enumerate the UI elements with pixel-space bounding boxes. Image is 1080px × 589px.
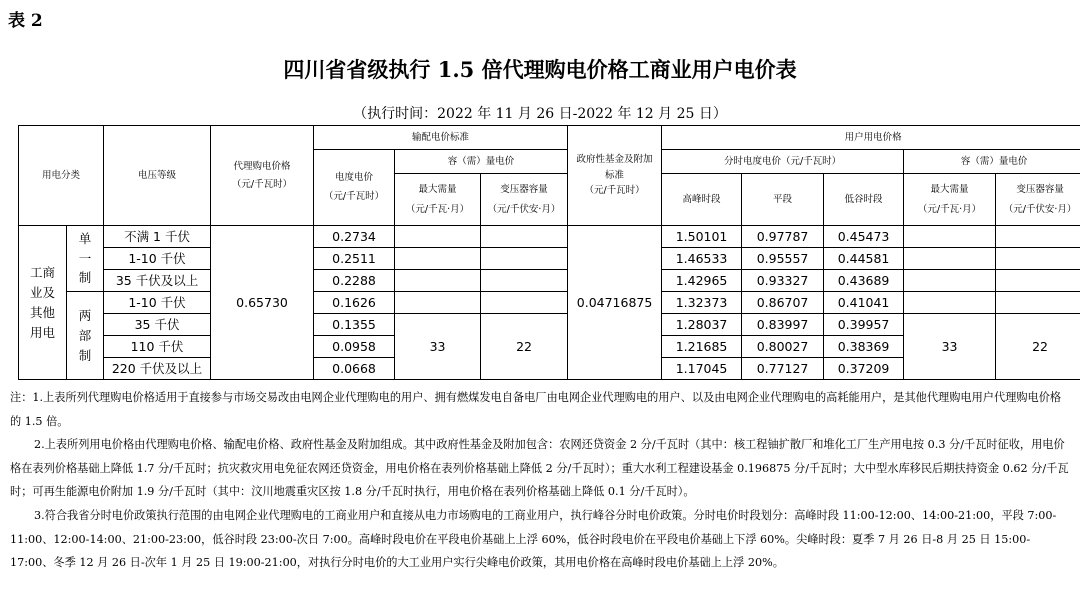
header-user-max-demand-line2: （元/千瓦·月） bbox=[917, 203, 982, 215]
header-peak: 高峰时段 bbox=[662, 174, 742, 226]
agent-price-cell: 0.65730 bbox=[211, 226, 314, 380]
category-label: 工商业及其他用电 bbox=[29, 264, 55, 340]
transformer-cell: 22 bbox=[481, 314, 568, 380]
peak-cell: 1.32373 bbox=[662, 292, 742, 314]
header-energy-price-line1: 电度电价 bbox=[335, 172, 374, 184]
empty-cell bbox=[395, 226, 481, 248]
table-row bbox=[19, 292, 1080, 314]
empty-cell bbox=[481, 270, 568, 292]
valley-cell: 0.43689 bbox=[824, 270, 904, 292]
flat-cell: 0.97787 bbox=[742, 226, 824, 248]
header-transformer-line2: （元/千伏安·月） bbox=[487, 203, 561, 215]
table-row bbox=[19, 248, 1080, 270]
empty-cell bbox=[996, 248, 1080, 270]
single-system-label: 单一制 bbox=[78, 231, 92, 286]
flat-cell: 0.83997 bbox=[742, 314, 824, 336]
header-max-demand bbox=[395, 174, 481, 226]
header-user-transformer bbox=[996, 174, 1080, 226]
table-label: 表 2 bbox=[8, 11, 43, 31]
voltage-cell: 35 千伏 bbox=[104, 314, 211, 336]
table-row bbox=[19, 270, 1080, 292]
header-user-capacity-group: 容（需）量电价 bbox=[904, 150, 1080, 174]
header-capacity-group: 容（需）量电价 bbox=[395, 150, 568, 174]
header-fund-line3: （元/千瓦时） bbox=[584, 185, 645, 197]
voltage-cell: 不满 1 千伏 bbox=[104, 226, 211, 248]
peak-cell: 1.28037 bbox=[662, 314, 742, 336]
flat-cell: 0.93327 bbox=[742, 270, 824, 292]
energy-cell: 0.2734 bbox=[314, 226, 395, 248]
energy-cell: 0.2288 bbox=[314, 270, 395, 292]
user-max-demand-cell: 33 bbox=[904, 314, 996, 380]
header-valley: 低谷时段 bbox=[824, 174, 904, 226]
empty-cell bbox=[996, 292, 1080, 314]
header-user-price-group: 用户用电价格 bbox=[662, 126, 1080, 150]
voltage-cell: 1-10 千伏 bbox=[104, 248, 211, 270]
voltage-cell: 110 千伏 bbox=[104, 336, 211, 358]
empty-cell bbox=[481, 226, 568, 248]
peak-cell: 1.21685 bbox=[662, 336, 742, 358]
header-fund-line2: 标准 bbox=[605, 169, 625, 181]
header-transformer-line1: 变压器容量 bbox=[500, 183, 548, 195]
two-part-system-label: 两部制 bbox=[78, 307, 92, 363]
empty-cell bbox=[481, 248, 568, 270]
max-demand-cell: 33 bbox=[395, 314, 481, 380]
header-user-transformer-line2: （元/千伏安·月） bbox=[1003, 203, 1077, 215]
header-agent-price-line2: （元/千瓦时） bbox=[231, 178, 293, 190]
valley-cell: 0.39957 bbox=[824, 314, 904, 336]
peak-cell: 1.50101 bbox=[662, 226, 742, 248]
empty-cell bbox=[904, 248, 996, 270]
voltage-cell: 220 千伏及以上 bbox=[104, 358, 211, 380]
valley-cell: 0.45473 bbox=[824, 226, 904, 248]
energy-cell: 0.0668 bbox=[314, 358, 395, 380]
header-energy-price-line2: （元/千瓦时） bbox=[323, 191, 385, 202]
header-user-transformer-line1: 变压器容量 bbox=[1016, 183, 1064, 195]
valley-cell: 0.38369 bbox=[824, 336, 904, 358]
notes bbox=[10, 386, 1070, 575]
header-tou-group: 分时电度电价（元/千瓦时） bbox=[662, 150, 904, 174]
table-row bbox=[19, 226, 1080, 248]
flat-cell: 0.86707 bbox=[742, 292, 824, 314]
price-table bbox=[18, 125, 1080, 380]
flat-cell: 0.80027 bbox=[742, 336, 824, 358]
header-agent-price-line1: 代理购电价格 bbox=[233, 160, 291, 172]
header-fund bbox=[568, 126, 662, 226]
note-3: 3.符合我省分时电价政策执行范围的由电网企业代理购电的工商业用户和直接从电力市场购电的工商业用户，执行峰谷分时电价政策。分时电价时段划分：高峰时段 11:00-12:00、14:00-21:00，平段 7:00-11:00、12:00-14:00、21:00-23:00，低谷时段 23:00-次日 7:00。高峰时段电价在平段电价基础上上浮 60%，低谷时段电价在平段电价基础上下浮 60%。尖峰时段：夏季 7 月 26 日-8 月 25 日 15:00-17:00、冬季 12 月 26 日-次年 1 月 25 日 19:00-21:00，对执行分时电价的大工业用户实行尖峰电价政策，其用电价格在高峰时段电价基础上上浮 20%。 bbox=[10, 508, 1057, 570]
header-max-demand-line2: （元/千瓦·月） bbox=[405, 203, 470, 215]
energy-cell: 0.2511 bbox=[314, 248, 395, 270]
single-system-cell bbox=[67, 226, 104, 292]
flat-cell: 0.95557 bbox=[742, 248, 824, 270]
empty-cell bbox=[395, 248, 481, 270]
header-fund-line1: 政府性基金及附加 bbox=[576, 153, 653, 165]
valley-cell: 0.44581 bbox=[824, 248, 904, 270]
empty-cell bbox=[904, 226, 996, 248]
header-voltage: 电压等级 bbox=[104, 126, 211, 226]
peak-cell: 1.46533 bbox=[662, 248, 742, 270]
energy-cell: 0.1355 bbox=[314, 314, 395, 336]
energy-cell: 0.1626 bbox=[314, 292, 395, 314]
document-title: 四川省省级执行 1.5 倍代理购电价格工商业用户电价表 bbox=[283, 57, 797, 82]
empty-cell bbox=[904, 270, 996, 292]
fund-cell: 0.04716875 bbox=[568, 226, 662, 380]
voltage-cell: 35 千伏及以上 bbox=[104, 270, 211, 292]
voltage-cell: 1-10 千伏 bbox=[104, 292, 211, 314]
flat-cell: 0.77127 bbox=[742, 358, 824, 380]
header-max-demand-line1: 最大需量 bbox=[418, 183, 457, 195]
user-transformer-cell: 22 bbox=[996, 314, 1080, 380]
note-1: 注：1.上表所列代理购电价格适用于直接参与市场交易改由电网企业代理购电的用户、拥有燃煤发电自备电厂由电网企业代理购电的用户、以及由电网企业代理购电的高耗能用户，是其他代理购电用户代理购电价格的 1.5 倍。 bbox=[10, 391, 1062, 428]
header-agent-price bbox=[211, 126, 314, 226]
two-part-system-cell bbox=[67, 292, 104, 380]
header-transformer bbox=[481, 174, 568, 226]
empty-cell bbox=[996, 270, 1080, 292]
empty-cell bbox=[395, 292, 481, 314]
empty-cell bbox=[996, 226, 1080, 248]
header-transmission-group: 输配电价标准 bbox=[314, 126, 568, 150]
valley-cell: 0.41041 bbox=[824, 292, 904, 314]
peak-cell: 1.17045 bbox=[662, 358, 742, 380]
document-subtitle: （执行时间：2022 年 11 月 26 日-2022 年 12 月 25 日） bbox=[353, 106, 727, 122]
peak-cell: 1.42965 bbox=[662, 270, 742, 292]
header-flat: 平段 bbox=[742, 174, 824, 226]
header-user-max-demand bbox=[904, 174, 996, 226]
table-row bbox=[19, 314, 1080, 336]
header-user-max-demand-line1: 最大需量 bbox=[930, 183, 969, 195]
empty-cell bbox=[904, 292, 996, 314]
empty-cell bbox=[481, 292, 568, 314]
category-cell bbox=[19, 226, 67, 380]
note-2: 2.上表所列用电价格由代理购电价格、输配电价格、政府性基金及附加组成。其中政府性基金及附加包含：农网还贷资金 2 分/千瓦时（其中：核工程铀扩散厂和堆化工厂生产用电按 0.3 分/千瓦时征收，用电价格在表列价格基础上降低 1.7 分/千瓦时；抗灾救灾用电免征农网还贷资金，用电价格在表列价格基础上降低 2 分/千瓦时）；重大水利工程建设基金 0.196875 分/千瓦时；大中型水库移民后期扶持资金 0.62 分/千瓦时；可再生能源电价附加 1.9 分/千瓦时（其中：汶川地震重灾区按 1.8 分/千瓦时执行，用电价格在表列价格基础上降低 0.1 分/千瓦时）。 bbox=[10, 438, 1069, 499]
empty-cell bbox=[395, 270, 481, 292]
energy-cell: 0.0958 bbox=[314, 336, 395, 358]
valley-cell: 0.37209 bbox=[824, 358, 904, 380]
header-energy-price bbox=[314, 150, 395, 226]
header-category: 用电分类 bbox=[19, 126, 104, 226]
